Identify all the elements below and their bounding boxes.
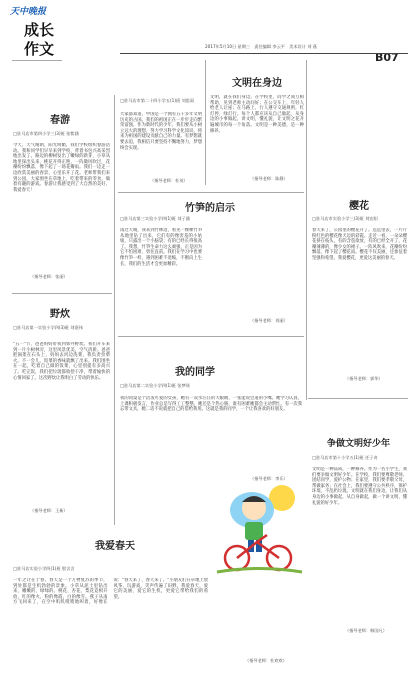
article-byline: □驻马店市第十小学五(1)班 任子奇	[312, 455, 378, 460]
article-body: 今天，天气晴朗，阳光明媚，我们学校组织春游活动。我和同学们早早来到学校，背着书包兴高采烈地出发了。路边的柳树发出了嫩绿的新芽，小草从地里探出头来，桃花开得正艳，一阵微风吹过，花瓣纷纷飘落，像下起了一场花瓣雨。我们一边走一边欣赏美丽的春景，心里乐开了花。老师带我们来到公园，大家围坐在草地上，吃着带来的零食，做着有趣的游戏。春游让我感受到了大自然的美好，我爱春天！	[13, 143, 110, 193]
article-byline: □驻马店第一实验小学四(3)班 刘嘉伟	[13, 325, 83, 330]
article-teacher: （指导老师：李乐）	[250, 476, 288, 481]
article-byline: □驻马店第三实验小学四(1)班 刘子涵	[120, 216, 190, 221]
article-body: 文明是一种品质，一种修养。作为一名小学生，我们要争做文明好少年。在学校，我们要尊敬老师，团结同学，爱护公物；在家里，我们要孝敬父母，帮做家务；在社会上，我们要遵守公共秩序，保护环境，不乱扔垃圾。文明就在我们身边，让我们从身边的小事做起，从自身做起，做一个讲文明、懂礼貌的好少年。	[312, 467, 407, 506]
header-meta: 2017年5月10日 星期三 责任编辑 李云平 美术设计 刘 燕	[205, 44, 317, 49]
article-byline: □驻马店市实验小学三(3)班 刘宏阳	[312, 216, 378, 221]
article-teacher: （指导老师：张丽）	[30, 274, 68, 279]
article-teacher: （指导老师：王新）	[30, 508, 68, 513]
masthead-divider	[12, 60, 62, 61]
article-byline: □驻马店实验小学四(1)班 殷含含	[13, 566, 75, 571]
article-divider	[118, 336, 304, 337]
article-title: 我爱春天	[95, 541, 135, 552]
masthead-logo	[10, 4, 46, 17]
article-teacher: （指导老师：刘丽）	[250, 318, 288, 323]
article-body: 文明，就在我们身边。在学校里，同学之间互相帮助，见到老师主动问好；在公交车上，年轻人给老人让座；在马路上，行人遵守交通规则，红灯停，绿灯行。每个人都应该从自己做起，从身边的小事做起，讲文明，懂礼貌，让文明之花开遍城市的每一个角落。文明是一种美德，是一种修养。	[210, 95, 304, 134]
article-teacher: （指导老师：陈静）	[250, 176, 288, 181]
article-teacher: （指导老师：韩国凡）	[345, 628, 387, 633]
article-divider	[118, 192, 304, 193]
article-byline: □驻马店市第四小学三(3)班 张紫涵	[13, 131, 79, 136]
article-body-cont	[210, 216, 304, 316]
article-title: 争做文明好少年	[326, 439, 390, 449]
header-rule	[120, 53, 408, 54]
article-divider	[12, 293, 112, 294]
article-teacher: （指导老师：郭华）	[345, 376, 383, 381]
article-body: 雨过天晴，我来到竹林边，看见一棵棵竹笋从地里钻了出来，它们有的像害羞的小姑娘，只露出一个小脑袋；有的已经长得很高了。我想，竹笋生命力这么顽强，正是因为它不怕困难、勇往直前。我们在学习中也要像竹笋一样，遇到困难不退缩，不断向上生长，我们的生活才会更加精彩。	[120, 228, 202, 267]
col-divider-2	[205, 60, 206, 185]
article-teacher: （指导老师：杜英）	[150, 178, 188, 183]
article-body: 一年之计在于春。春天是一个万物复苏的季节，到处都是生机勃勃的景象。小草从泥土里钻出来，嫩嫩的，绿绿的。桃花、杏花、梨花竞相开放，红的像火，粉的像霞，白的像雪。燕子从南方飞回来了，在空中叽叽喳喳地叫着，好像在说："春天来了，春天来了。"小朋友们在草地上放风筝，玩游戏，笑声传遍了田野。我爱春天，爱它的美丽，爱它的生机，更爱它带给我们的希望。	[13, 578, 208, 606]
article-body: 春天来了，公园里的樱花开了。远远望去，一片片粉红色的樱花像天边的彩霞。走近一看，一朵朵樱花挤在枝头，有的含苞欲放，有的已经全开了，花瓣薄薄的，像少女的裙子。一阵风吹来，花瓣纷纷飘落，像下起了樱花雨。樱花不仅美丽，还象征着坚强和希望。我爱樱花，更爱这美丽的春天。	[312, 228, 407, 261]
col-divider-1	[114, 95, 115, 525]
article-teacher: （指导老师：杜欢欢）	[245, 658, 287, 663]
article-byline: □驻马店市第二十四小学五(1)班 刘思雨	[120, 98, 195, 103]
article-byline: □驻马店第二实验小学四(1)班 张梦瑶	[120, 383, 190, 388]
logo-text: 天中晚报	[10, 7, 47, 17]
col-divider-3	[306, 60, 307, 400]
article-body: 大家都知道，中国是一个拥有五千多年文明历史的古国。我们的祖国正在一步步走向繁荣富强，作为新时代的少年，我们要从小树立远大的理想，努力学习科学文化知识，将来为祖国的建设贡献自己的力量。有梦想就要去追，我相信只要坚持不懈地努力，梦想终会实现。	[120, 112, 202, 151]
article-body: "五一"节，爸爸妈妈带我到郊外野炊。我们开车来到一片小树林旁，这里风景优美，空气清新。爸爸把锅架在石头上，妈妈去河边洗菜，我负责捡柴火。不一会儿，饭菜的香味就飘了出来。我们围坐在一起，吃着自己做的饭菜，心里别提有多高兴了。吃完饭，我们把垃圾都收拾干净，带着愉快的心情回家了。这次野炊让我明白了劳动的快乐。	[13, 342, 110, 381]
boy-on-bike-illustration	[212, 480, 307, 575]
article-title: 竹笋的启示	[185, 203, 235, 214]
article-title: 我的同学	[175, 367, 215, 378]
article-body: 我的同桌是个活泼可爱的女孩，她有一双水汪汪的大眼睛，一张能说会道的小嘴。她学习认真，上课积极发言，作业总是写得工工整整。她还是个热心肠，谁有困难她都会主动帮忙。有一次我忘带文具，她二话不说就把自己的借给我用。这就是我的同学，一个让我喜欢的好朋友。	[120, 396, 302, 413]
article-title: 野炊	[50, 309, 70, 320]
article-title: 文明在身边	[232, 78, 282, 89]
article-title: 樱花	[349, 201, 369, 212]
article-title: 春游	[50, 115, 70, 126]
section-title: 成长作文	[24, 21, 55, 58]
page-number: B07	[375, 51, 399, 64]
article-divider	[308, 398, 408, 399]
